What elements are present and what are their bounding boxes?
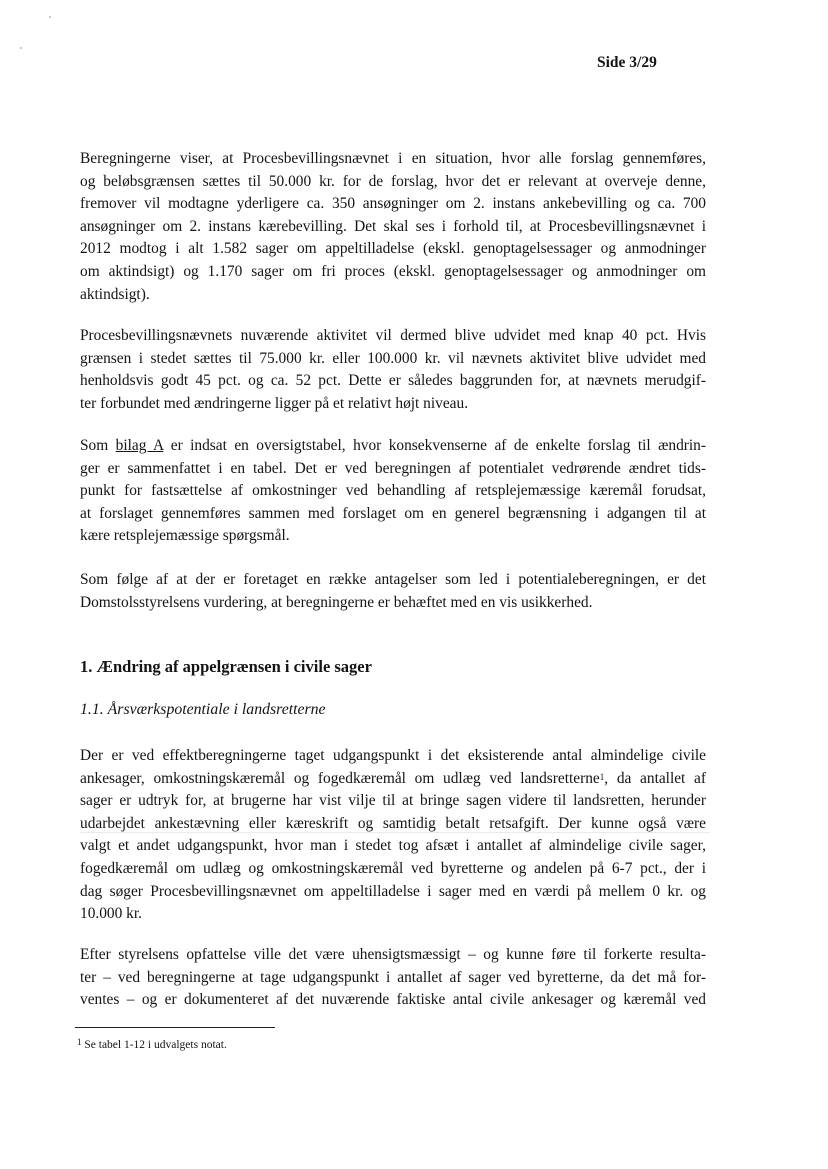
text-line: fremover vil modtagne yderligere ca. 350 ansøgninger om 2. instans ankebevilling og ca. 700 bbox=[80, 195, 706, 213]
text-line: at forslaget gennemføres sammen med forslaget om en generel begrænsning i adgangen til at bbox=[80, 504, 706, 522]
section-paragraph-1 bbox=[80, 745, 706, 926]
paragraph-4 bbox=[80, 569, 706, 614]
text-line: sager er udtryk for, at brugerne har vist vilje til at bringe sagen videre til landsretten, herunder bbox=[80, 792, 706, 810]
text-fragment: Som bbox=[80, 437, 116, 454]
text-fragment: ankesager, omkostningskæremål og fogedkæremål om udlæg ved landsretterne bbox=[80, 769, 600, 787]
footnote-reference[interactable]: 1 bbox=[599, 771, 605, 782]
scan-speck bbox=[49, 16, 51, 18]
text-line: Procesbevillingsnævnets nuværende aktivitet vil dermed blive udvidet med knap 40 pct. Hvis bbox=[80, 327, 706, 344]
text-fragment: , da antallet af bbox=[604, 769, 706, 787]
text-line: fogedkæremål om udlæg og omkostningskæremål ved byretterne og andelen på 6-7 pct., der i bbox=[80, 859, 706, 877]
text-line: Der er ved effektberegningerne taget udgangspunkt i det eksisterende antal almindelige civile bbox=[80, 747, 706, 764]
text-line: dag søger Procesbevillingsnævnet om appeltilladelse i sager med en værdi på mellem 0 kr. og bbox=[80, 882, 706, 900]
footnote bbox=[77, 1039, 227, 1051]
text-line: valgt et andet udgangspunkt, hvor man i stedet tog afsæt i antallet af almindelige civile sager, bbox=[80, 837, 706, 855]
text-line: ansøgninger om 2. instans kærebevilling. Det skal ses i forhold til, at Procesbevillingsnævnet i bbox=[80, 217, 706, 235]
scan-speck bbox=[20, 47, 22, 49]
text-line: ter forbundet med ændringerne ligger på et relativt højt niveau. bbox=[80, 394, 469, 412]
text-fragment: er indsat en oversigtstabel, hvor konsekvenserne af de enkelte forslag til ændrin- bbox=[163, 437, 707, 454]
section-paragraph-2 bbox=[80, 944, 706, 1012]
text-line bbox=[80, 435, 706, 458]
text-line bbox=[80, 768, 706, 791]
page-number: Side 3/29 bbox=[597, 54, 657, 71]
text-line: og beløbsgrænsen sættes til 50.000 kr. for de forslag, hvor det er relevant at overveje denne, bbox=[80, 172, 706, 190]
footnote-separator bbox=[75, 1027, 275, 1028]
text-line: Efter styrelsens opfattelse ville det være uhensigtsmæssigt – og kunne føre til forkerte resulta- bbox=[80, 946, 706, 963]
text-line: Som følge af at der er foretaget en række antagelser som led i potentialeberegningen, er det bbox=[80, 571, 706, 588]
paragraph-2 bbox=[80, 325, 706, 415]
text-line: 10.000 kr. bbox=[80, 905, 142, 923]
bilag-a-link[interactable]: bilag A bbox=[115, 437, 164, 454]
text-line: ter – ved beregningerne at tage udgangspunkt i antallet af sager ved byretterne, da det må for- bbox=[80, 968, 706, 986]
text-line: 2012 modtog i alt 1.582 sager om appeltilladelse (ekskl. genoptagelsessager og anmodninger bbox=[80, 240, 706, 258]
text-line: punkt for fastsættelse af omkostninger ved behandling af retsplejemæssige kæremål forudsat, bbox=[80, 482, 706, 500]
text-line: udarbejdet ankestævning eller kæreskrift og samtidig betalt retsafgift. Der kunne også være bbox=[80, 814, 706, 832]
text-line: ventes – og er dokumenteret af det nuværende faktiske antal civile ankesager og kæremål ved bbox=[80, 991, 706, 1009]
section-heading: 1. Ændring af appelgrænsen i civile sager bbox=[80, 657, 372, 676]
paragraph-3 bbox=[80, 435, 706, 548]
text-line: grænsen i stedet sættes til 75.000 kr. eller 100.000 kr. vil nævnets aktivitet blive udvidet med bbox=[80, 349, 706, 367]
paragraph-1 bbox=[80, 148, 706, 306]
text-line: kære retsplejemæssige spørgsmål. bbox=[80, 527, 290, 545]
text-line: ger er sammenfattet i en tabel. Det er ved beregningen af potentialet vedrørende ændret tids- bbox=[80, 459, 706, 477]
section-subheading: 1.1. Årsværkspotentiale i landsretterne bbox=[80, 701, 326, 718]
text-line: henholdsvis godt 45 pct. og ca. 52 pct. Dette er således baggrunden for, at nævnets merudgif- bbox=[80, 372, 706, 390]
footnote-text: Se tabel 1-12 i udvalgets notat. bbox=[81, 1039, 227, 1051]
text-line: aktindsigt). bbox=[80, 285, 150, 303]
text-line: om aktindsigt) og 1.170 sager om fri proces (ekskl. genoptagelsessager og anmodninger om bbox=[80, 262, 706, 280]
text-line: Domstolsstyrelsens vurdering, at beregningerne er behæftet med en vis usikkerhed. bbox=[80, 593, 593, 611]
footnote-marker: 1 bbox=[77, 1037, 82, 1047]
text-line: Beregningerne viser, at Procesbevillingsnævnet i en situation, hvor alle forslag gennemføres, bbox=[80, 150, 706, 167]
